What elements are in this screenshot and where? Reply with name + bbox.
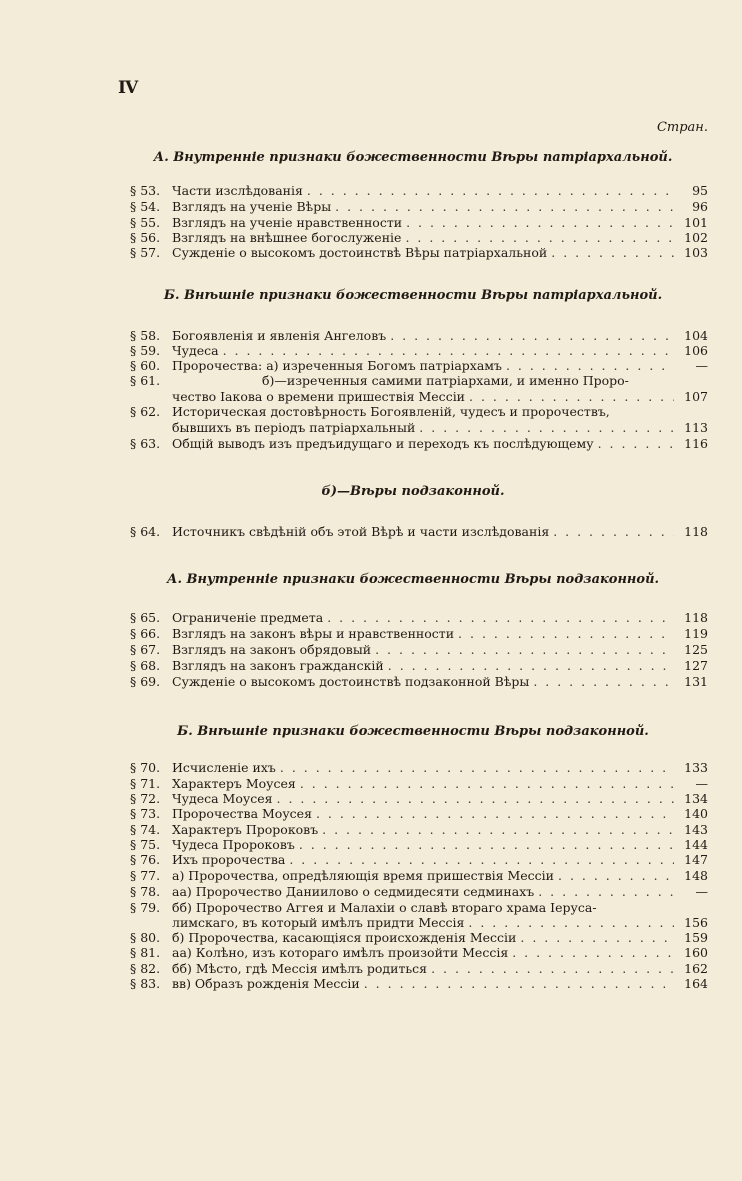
entry-title: Пророчества: а) изреченныя Богомъ патріархамъ <box>172 358 502 373</box>
entry-title: Сужденіе о высокомъ достоинствѣ подзаконной Вѣры <box>172 674 530 689</box>
section-number: § 66. <box>130 626 161 641</box>
page-ref: 127 <box>684 658 708 673</box>
page-ref: 164 <box>684 976 708 991</box>
page-ref: 125 <box>684 642 708 657</box>
toc-entry <box>130 199 708 214</box>
entry-title: б)—изреченныя самими патріархами, и именно Проро- <box>262 373 629 388</box>
section-heading: А. Внутренніе признаки божественности Вѣры подзаконной. <box>166 572 660 587</box>
page-ref: 118 <box>684 524 708 539</box>
page-number: IV <box>118 78 138 98</box>
page-ref: 116 <box>684 436 708 451</box>
section-number: § 75. <box>130 837 161 852</box>
toc-entry <box>130 822 708 837</box>
entry-title: б) Пророчества, касающіяся происхожденія Мессіи <box>172 930 517 945</box>
entry-title: бб) Пророчество Аггея и Малахіи о славѣ втораго храма Іеруса- <box>172 900 597 915</box>
page-ref: 118 <box>684 610 708 625</box>
toc-entry <box>130 806 708 821</box>
dot-leader <box>307 183 674 198</box>
entry-title: Чудеса Моусея <box>172 791 273 806</box>
page-ref: 144 <box>684 837 708 852</box>
toc-entry <box>130 776 708 791</box>
toc-entry <box>130 674 708 689</box>
toc-entry <box>130 389 708 404</box>
toc-entry <box>130 930 708 945</box>
section-number: § 61. <box>130 373 161 388</box>
entry-title: Взглядъ на законъ обрядовый <box>172 642 372 657</box>
dot-leader <box>364 976 674 991</box>
toc-entry <box>130 215 708 230</box>
entry-title: вв) Образъ рожденія Мессіи <box>172 976 360 991</box>
toc-entry <box>130 524 708 539</box>
entry-title: Чудеса Пророковъ <box>172 837 295 852</box>
toc-entry <box>130 915 708 930</box>
dot-leader <box>533 674 674 689</box>
entry-title: Пророчества Моусея <box>172 806 312 821</box>
toc-entry <box>130 642 708 657</box>
section-number: § 82. <box>130 961 161 976</box>
page-ref: 148 <box>684 868 708 883</box>
column-header: Стран. <box>656 120 708 135</box>
toc-entry <box>130 358 708 373</box>
dot-leader <box>335 199 674 214</box>
page-ref: 156 <box>684 915 708 930</box>
toc-entry <box>130 945 708 960</box>
entry-title: бб) Мѣсто, гдѣ Мессія имѣлъ родиться <box>172 961 428 976</box>
page-ref: — <box>695 776 708 791</box>
section-heading: Б. Внѣшніе признаки божественности Вѣры подзаконной. <box>177 724 649 739</box>
section-number: § 76. <box>130 852 161 867</box>
dot-leader <box>277 791 674 806</box>
entry-title: Взглядъ на законъ гражданскій <box>172 658 384 673</box>
dot-leader <box>458 626 674 641</box>
toc-entry <box>130 852 708 867</box>
section-number: § 63. <box>130 436 161 451</box>
dot-leader <box>406 215 674 230</box>
page-ref: 106 <box>684 343 708 358</box>
dot-leader <box>299 837 674 852</box>
section-number: § 73. <box>130 806 161 821</box>
section-number: § 69. <box>130 674 161 689</box>
dot-leader <box>551 245 674 260</box>
section-number: § 53. <box>130 183 161 198</box>
toc-entry <box>130 760 708 775</box>
page-ref: 95 <box>692 183 708 198</box>
dot-leader <box>520 930 674 945</box>
entry-title: аа) Колѣно, изъ котораго имѣлъ произойти Мессія <box>172 945 509 960</box>
section-number: § 56. <box>130 230 161 245</box>
section-number: § 60. <box>130 358 161 373</box>
dot-leader <box>558 868 674 883</box>
toc-entry <box>130 626 708 641</box>
dot-leader <box>469 389 674 404</box>
page-ref: 162 <box>684 961 708 976</box>
toc-entry <box>130 976 708 991</box>
entry-title: аа) Пророчество Даниилово о седмидесяти седминахъ <box>172 884 535 899</box>
page-ref: 113 <box>684 420 708 435</box>
toc-entry <box>130 610 708 625</box>
dot-leader <box>223 343 674 358</box>
entry-title: Характеръ Моусея <box>172 776 296 791</box>
section-heading: А. Внутренніе признаки божественности Вѣры патріархальной. <box>153 150 673 165</box>
entry-title: лимскаго, въ который имѣлъ придти Мессія <box>172 915 465 930</box>
dot-leader <box>538 884 674 899</box>
dot-leader <box>327 610 674 625</box>
entry-title: Чудеса <box>172 343 219 358</box>
toc-entry <box>130 343 708 358</box>
toc-entry <box>130 230 708 245</box>
dot-leader <box>300 776 674 791</box>
section-number: § 67. <box>130 642 161 657</box>
section-number: § 72. <box>130 791 161 806</box>
dot-leader <box>419 420 674 435</box>
toc-entry <box>130 420 708 435</box>
section-number: § 80. <box>130 930 161 945</box>
section-heading: б)—Вѣры подзаконной. <box>321 484 505 499</box>
section-number: § 74. <box>130 822 161 837</box>
section-number: § 77. <box>130 868 161 883</box>
section-number: § 55. <box>130 215 161 230</box>
toc-entry <box>130 868 708 883</box>
toc-entry <box>130 837 708 852</box>
entry-title: Взглядъ на законъ вѣры и нравственности <box>172 626 455 641</box>
toc-entry <box>130 404 708 419</box>
page-ref: 107 <box>684 389 708 404</box>
toc-entry <box>130 373 708 388</box>
section-number: § 81. <box>130 945 161 960</box>
section-number: § 71. <box>130 776 161 791</box>
toc-entry <box>130 328 708 343</box>
entry-title: Источникъ свѣдѣній объ этой Вѣрѣ и части изслѣдованія <box>172 524 550 539</box>
dot-leader <box>316 806 674 821</box>
page-ref: 159 <box>684 930 708 945</box>
dot-leader <box>468 915 674 930</box>
page-ref: 102 <box>684 230 708 245</box>
page-ref: — <box>695 358 708 373</box>
dot-leader <box>388 658 674 673</box>
entry-title: Общій выводъ изъ предъидущаго и переходъ къ послѣдующему <box>172 436 594 451</box>
entry-title: Сужденіе о высокомъ достоинствѣ Вѣры патріархальной <box>172 245 548 260</box>
dot-leader <box>280 760 674 775</box>
page-ref: 143 <box>684 822 708 837</box>
section-number: § 54. <box>130 199 161 214</box>
page-ref: 147 <box>684 852 708 867</box>
page-ref: 134 <box>684 791 708 806</box>
entry-title: а) Пророчества, опредѣляющія время пришествія Мессіи <box>172 868 554 883</box>
dot-leader <box>506 358 674 373</box>
toc-entry <box>130 183 708 198</box>
entry-title: Богоявленія и явленія Ангеловъ <box>172 328 387 343</box>
entry-title: Характеръ Пророковъ <box>172 822 319 837</box>
section-number: § 68. <box>130 658 161 673</box>
section-number: § 70. <box>130 760 161 775</box>
page-ref: 101 <box>684 215 708 230</box>
dot-leader <box>289 852 674 867</box>
toc-entry <box>130 884 708 899</box>
entry-title: Ограниченіе предмета <box>172 610 324 625</box>
entry-title: чество Іакова о времени пришествія Мессіи <box>172 389 466 404</box>
dot-leader <box>598 436 674 451</box>
section-number: § 62. <box>130 404 161 419</box>
entry-title: Исчисленіе ихъ <box>172 760 276 775</box>
page-ref: 119 <box>684 626 708 641</box>
entry-title: Ихъ пророчества <box>172 852 286 867</box>
dot-leader <box>390 328 674 343</box>
section-heading: Б. Внѣшніе признаки божественности Вѣры патріархальной. <box>163 288 663 303</box>
entry-title: бывшихъ въ періодъ патріархальный <box>172 420 416 435</box>
section-number: § 79. <box>130 900 161 915</box>
entry-title: Историческая достовѣрность Богоявленій, чудесъ и пророчествъ, <box>172 404 610 419</box>
page-ref: 104 <box>684 328 708 343</box>
page-ref: 133 <box>684 760 708 775</box>
dot-leader <box>553 524 674 539</box>
page-ref: — <box>695 884 708 899</box>
toc-entry <box>130 961 708 976</box>
toc-entry <box>130 791 708 806</box>
dot-leader <box>431 961 674 976</box>
page-ref: 96 <box>692 199 708 214</box>
entry-title: Части изслѣдованія <box>172 183 303 198</box>
section-number: § 58. <box>130 328 161 343</box>
dot-leader <box>375 642 674 657</box>
dot-leader <box>512 945 674 960</box>
toc-entry <box>130 900 708 915</box>
dot-leader <box>322 822 674 837</box>
page-ref: 140 <box>684 806 708 821</box>
section-number: § 64. <box>130 524 161 539</box>
section-number: § 65. <box>130 610 161 625</box>
page-ref: 103 <box>684 245 708 260</box>
page-ref: 160 <box>684 945 708 960</box>
section-number: § 59. <box>130 343 161 358</box>
section-number: § 78. <box>130 884 161 899</box>
toc-entry <box>130 436 708 451</box>
section-number: § 83. <box>130 976 161 991</box>
entry-title: Взглядъ на ученіе нравственности <box>172 215 403 230</box>
dot-leader <box>405 230 674 245</box>
section-number: § 57. <box>130 245 161 260</box>
toc-entry <box>130 658 708 673</box>
toc-entry <box>130 245 708 260</box>
page-ref: 131 <box>684 674 708 689</box>
entry-title: Взглядъ на внѣшнее богослуженіе <box>172 230 402 245</box>
entry-title: Взглядъ на ученіе Вѣры <box>172 199 332 214</box>
